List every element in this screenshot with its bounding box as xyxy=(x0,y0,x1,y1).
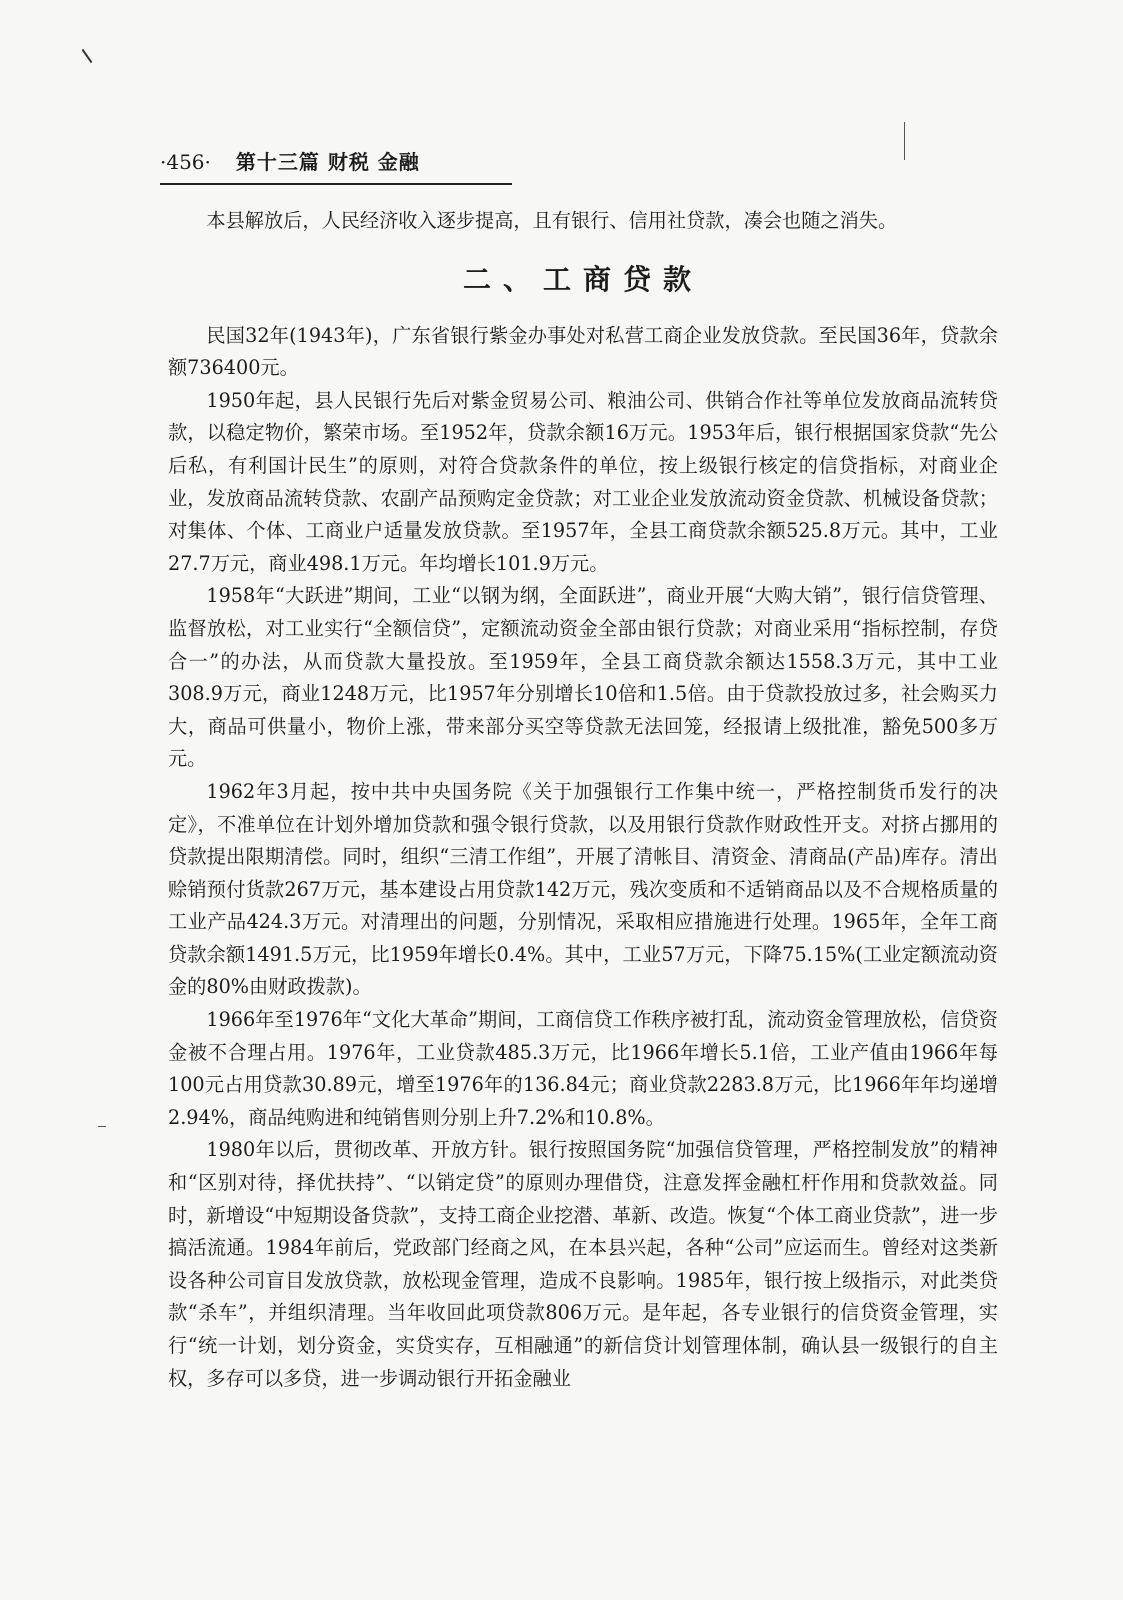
scan-mark xyxy=(98,1126,106,1127)
chapter-title: 第十三篇 财税 金融 xyxy=(235,150,420,174)
intro-paragraph: 本县解放后，人民经济收入逐步提高，且有银行、信用社贷款，凑会也随之消失。 xyxy=(206,209,898,232)
body-text xyxy=(168,205,998,1395)
paragraph: 1980年以后，贯彻改革、开放方针。银行按照国务院“加强信贷管理，严格控制发放”的精神和“区别对待，择优扶持”、“以销定贷”的原则办理借贷，注意发挥金融杠杆作用和贷款效益。同时，新增设“中短期设备贷款”，支持工商企业挖潜、革新、改造。恢复“个体工商业贷款”，进一步搞活流通。1984年前后，党政部门经商之风，在本县兴起，各种“公司”应运而生。曾经对这类新设各种公司盲目发放贷款，放松现金管理，造成不良影响。1985年，银行按上级指示，对此类贷款“杀车”，并组织清理。当年收回此项贷款806万元。是年起，各专业银行的信贷资金管理，实行“统一计划，划分资金，实贷实存，互相融通”的新信贷计划管理体制，确认县一级银行的自主权，多存可以多贷，进一步调动银行开拓金融业 xyxy=(168,1138,998,1390)
page-number: ·456· xyxy=(160,150,211,174)
scan-mark xyxy=(904,122,905,160)
paragraph: 1962年3月起，按中共中央国务院《关于加强银行工作集中统一，严格控制货币发行的决定》，不准单位在计划外增加贷款和强令银行贷款，以及用银行贷款作财政性开支。对挤占挪用的贷款提出限期清偿。同时，组织“三清工作组”，开展了清帐目、清资金、清商品(产品)库存。清出赊销预付货款267万元，基本建设占用贷款142万元，残次变质和不适销商品以及不合规格质量的工业产品424.3万元。对清理出的问题，分别情况，采取相应措施进行处理。1965年，全年工商贷款余额1491.5万元，比1959年增长0.4%。其中，工业57万元，下降75.15%(工业定额流动资金的80%由财政拨款)。 xyxy=(168,779,998,999)
paragraph: 1950年起，县人民银行先后对紫金贸易公司、粮油公司、供销合作社等单位发放商品流转贷款，以稳定物价，繁荣市场。至1952年，贷款余额16万元。1953年后，银行根据国家贷款“先公后私，有利国计民生”的原则，对符合贷款条件的单位，按上级银行核定的信贷指标，对商业企业，发放商品流转贷款、农副产品预购定金贷款；对工业企业发放流动资金贷款、机械设备贷款；对集体、个体、工商业户适量发放贷款。至1957年，全县工商贷款余额525.8万元。其中，工业27.7万元，商业498.1万元。年均增长101.9万元。 xyxy=(168,388,998,575)
paragraph: 1958年“大跃进”期间，工业“以钢为纲，全面跃进”，商业开展“大购大销”，银行信贷管理、监督放松，对工业实行“全额信贷”，定额流动资金全部由银行贷款；对商业采用“指标控制，存贷合一”的办法，从而贷款大量投放。至1959年，全县工商贷款余额达1558.3万元，其中工业308.9万元，商业1248万元，比1957年分别增长10倍和1.5倍。由于贷款投放过多，社会购买力大，商品可供量小，物价上涨，带来部分买空等贷款无法回笼，经报请上级批准，豁免500多万元。 xyxy=(168,584,998,771)
paragraph: 民国32年(1943年)，广东省银行紫金办事处对私营工商企业发放贷款。至民国36年，贷款余额736400元。 xyxy=(168,323,998,380)
paragraph: 1966年至1976年“文化大革命”期间，工商信贷工作秩序被打乱，流动资金管理放松，信贷资金被不合理占用。1976年，工业贷款485.3万元，比1966年增长5.1倍，工业产值由1966年每100元占用贷款30.89元，增至1976年的136.84元；商业贷款2283.8万元，比1966年年均递增2.94%，商品纯购进和纯销售则分别上升7.2%和10.8%。 xyxy=(168,1008,998,1129)
scan-mark xyxy=(82,49,93,63)
section-heading: 二、工商贷款 xyxy=(462,262,703,296)
running-header xyxy=(160,146,512,185)
